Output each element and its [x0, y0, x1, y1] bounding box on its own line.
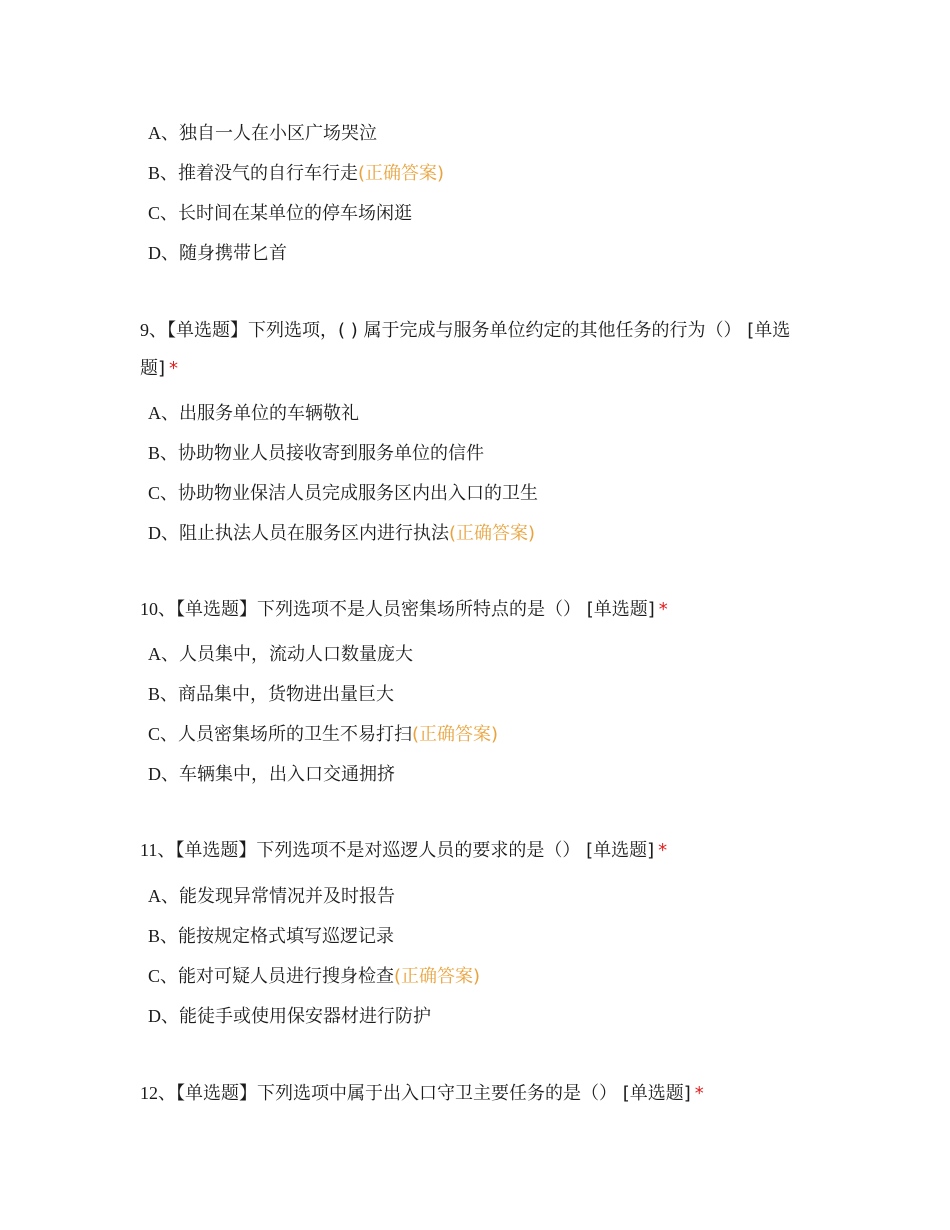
- question-12: [140, 1074, 820, 1113]
- question-9: [140, 311, 820, 388]
- question-number: 9、: [140, 320, 167, 340]
- option-q9-a: [148, 399, 359, 427]
- option-q11-a: [148, 882, 395, 910]
- option-letter: A、: [148, 644, 179, 664]
- required-asterisk: *: [658, 599, 668, 620]
- option-q9-b: [148, 439, 484, 467]
- option-q9-d: [148, 519, 535, 547]
- option-letter: D、: [148, 764, 179, 784]
- option-letter: B、: [148, 443, 179, 463]
- option-text: 独自一人在小区广场哭泣: [179, 123, 377, 144]
- correct-answer-tag: (正确答案): [449, 523, 536, 544]
- option-q10-a: [148, 640, 413, 668]
- option-text: 人员集中，流动人口数量庞大: [179, 644, 413, 665]
- option-letter: B、: [148, 163, 179, 183]
- required-asterisk: *: [169, 358, 179, 379]
- question-11: [140, 831, 820, 870]
- question-text: 【单选题】下列选项不是人员密集场所特点的是（） [单选题]: [176, 599, 655, 620]
- option-text: 商品集中，货物进出量巨大: [178, 684, 395, 705]
- option-text: 能对可疑人员进行搜身检查: [178, 966, 395, 987]
- question-number: 11、: [140, 840, 176, 860]
- correct-answer-tag: (正确答案): [394, 966, 481, 987]
- question-number: 10、: [140, 599, 176, 619]
- option-text: 能按规定格式填写巡逻记录: [178, 926, 395, 947]
- option-q8-d: [148, 239, 287, 267]
- option-q8-a: [148, 119, 377, 147]
- option-text: 长时间在某单位的停车场闲逛: [178, 203, 413, 224]
- option-text: 能发现异常情况并及时报告: [179, 886, 395, 907]
- option-q11-d: [148, 1002, 431, 1030]
- option-q8-b: [148, 159, 444, 187]
- option-text: 随身携带匕首: [179, 243, 287, 264]
- question-text: 【单选题】下列选项，( ) 属于完成与服务单位约定的其他任务的行为（） [单选题]: [140, 320, 791, 379]
- option-letter: C、: [148, 724, 179, 744]
- correct-answer-tag: (正确答案): [358, 163, 445, 184]
- required-asterisk: *: [658, 840, 668, 861]
- option-letter: C、: [148, 483, 179, 503]
- option-text: 车辆集中，出入口交通拥挤: [179, 764, 395, 785]
- option-letter: A、: [148, 123, 179, 143]
- option-letter: D、: [148, 1006, 179, 1026]
- option-q9-c: [148, 479, 538, 507]
- option-text: 阻止执法人员在服务区内进行执法: [179, 523, 449, 544]
- question-text: 【单选题】下列选项不是对巡逻人员的要求的是（） [单选题]: [175, 840, 655, 861]
- option-text: 协助物业人员接收寄到服务单位的信件: [178, 443, 485, 464]
- option-q10-d: [148, 760, 395, 788]
- option-q10-c: [148, 720, 498, 748]
- option-text: 人员密集场所的卫生不易打扫: [178, 724, 413, 745]
- option-q8-c: [148, 199, 412, 227]
- option-text: 协助物业保洁人员完成服务区内出入口的卫生: [178, 483, 539, 504]
- option-letter: B、: [148, 684, 179, 704]
- option-text: 出服务单位的车辆敬礼: [179, 403, 359, 424]
- question-number: 12、: [140, 1083, 176, 1103]
- question-text: 【单选题】下列选项中属于出入口守卫主要任务的是（） [单选题]: [176, 1083, 691, 1104]
- option-q11-b: [148, 922, 394, 950]
- option-text: 推着没气的自行车行走: [178, 163, 359, 184]
- required-asterisk: *: [694, 1083, 704, 1104]
- option-letter: B、: [148, 926, 179, 946]
- correct-answer-tag: (正确答案): [412, 724, 499, 745]
- question-10: [140, 590, 820, 629]
- option-letter: C、: [148, 203, 179, 223]
- option-letter: D、: [148, 523, 179, 543]
- option-letter: C、: [148, 966, 179, 986]
- option-letter: A、: [148, 886, 179, 906]
- option-letter: A、: [148, 403, 179, 423]
- option-q10-b: [148, 680, 394, 708]
- option-letter: D、: [148, 243, 179, 263]
- option-text: 能徒手或使用保安器材进行防护: [179, 1006, 431, 1027]
- option-q11-c: [148, 962, 480, 990]
